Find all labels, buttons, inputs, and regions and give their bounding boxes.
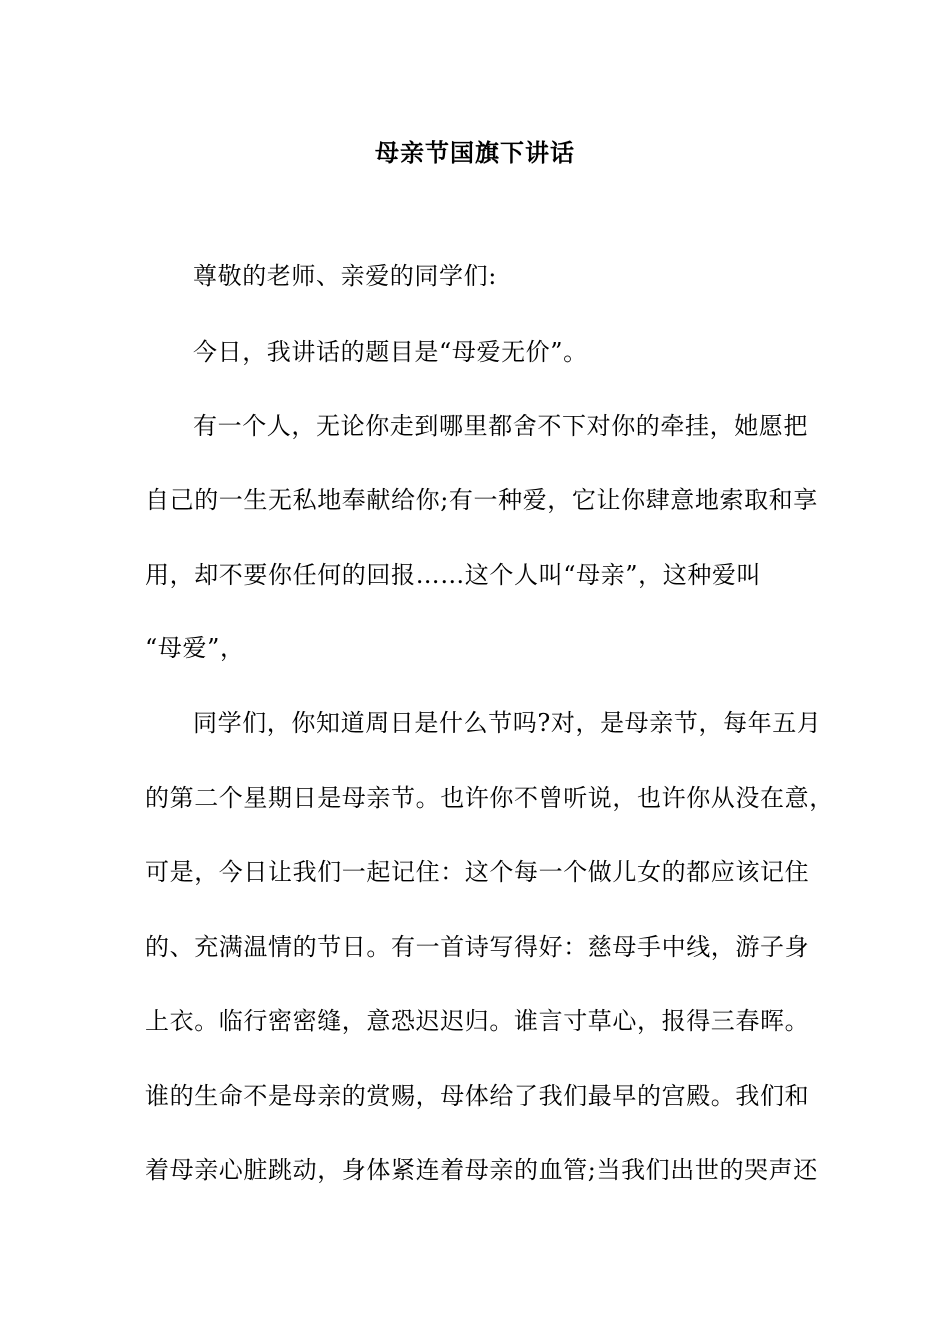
paragraph-line: 谁的生命不是母亲的赏赐，母体给了我们最早的宫殿。我们和 [145,1082,810,1110]
paragraph-line: 的第二个星期日是母亲节。也许你不曾听说，也许你从没在意， [145,784,834,812]
paragraph-line: 的、充满温情的节日。有一首诗写得好：慈母手中线，游子身 [145,933,810,961]
paragraph-line-greeting: 尊敬的老师、亲爱的同学们: [193,262,497,290]
paragraph-line: 可是，今日让我们一起记住：这个每一个做儿女的都应该记住 [145,858,810,886]
paragraph-line: 上衣。临行密密缝，意恐迟迟归。谁言寸草心，报得三春晖。 [145,1007,810,1035]
paragraph-line: “母爱”， [145,634,245,662]
paragraph-line: 自己的一生无私地奉献给你;有一种爱，它让你肆意地索取和享 [145,486,818,514]
paragraph-line: 着母亲心脏跳动，身体紧连着母亲的血管;当我们出世的哭声还 [145,1156,818,1184]
paragraph-line: 有一个人，无论你走到哪里都舍不下对你的牵挂，她愿把 [193,412,808,440]
paragraph-line: 同学们，你知道周日是什么节吗?对，是母亲节，每年五月 [193,709,822,737]
document-title: 母亲节国旗下讲话 [375,138,575,167]
paragraph-line: 用，却不要你任何的回报……这个人叫“母亲”，这种爱叫 [145,561,762,589]
paragraph-line-topic: 今日，我讲话的题目是“母爱无价”。 [193,338,588,366]
